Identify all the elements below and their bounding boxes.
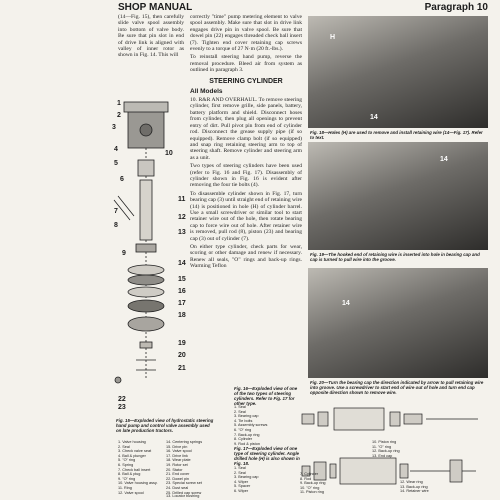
callout-18: 18 [178, 312, 186, 319]
legend-item: 21. End cover [166, 472, 190, 477]
callout-2: 2 [117, 112, 121, 119]
legend-item: 12. Valve spool [118, 490, 144, 495]
legend-item: 13. End cap [372, 453, 393, 458]
col2-p3: 10. R&R AND OVERHAUL. To remove steering cylinder, first remove grille, side panels, battery, battery platform and shield. Disconnect hoses from cylinder, then plug all openings to prevent entry of dirt. Pull pivot pin from end of cylinder rod. Disconnect the grease supply pipe (if so equipped). Remove clamp bolt (if so equipped) and snap ring retaining steering arm to top of steering shaft. Remove cylinder and steering arm as a unit. [190, 97, 302, 161]
legend-item: 18. Wear plate [166, 458, 191, 463]
legend-item: 4. Tie bolts [234, 418, 253, 423]
callout-9: 9 [122, 250, 126, 257]
legend-item: 6. "O" ring [234, 427, 252, 432]
callout-13: 13 [178, 229, 186, 236]
legend-item: 14. Retainer wire [400, 489, 429, 494]
fig16-drawing [300, 398, 480, 438]
legend-item: 2. Seal [234, 409, 246, 414]
fig20-label-14: 14 [342, 300, 350, 307]
col2-p4: Two types of steering cylinders have been used (refer to Fig. 16 and Fig. 17). Disassembly of cylinder shown in Fig. 16 is evident after removing the four tie bolts (4). [190, 163, 302, 189]
callout-7: 7 [114, 208, 118, 215]
col2-p6: On either type cylinder, check parts for wear, scoring or other damage and renew if necessary. Renew all seals, "O" rings and back-up rings. Warming Teflon [190, 244, 302, 270]
legend-item: 7. Check ball insert [118, 467, 151, 472]
callout-14: 14 [178, 260, 186, 267]
header-left: SHOP MANUAL [118, 2, 193, 13]
legend-item: 2. Seal [118, 444, 130, 449]
intro-paragraph: (14—Fig. 15), then carefully slide valve spool assembly into bottom of valve body. Be sure that pin slot in end of drive link is aligned with valley of inner rotor as shown in Fig. 14. This will [118, 14, 184, 59]
legend-item: 1. Valve housing [118, 440, 146, 444]
callout-17: 17 [178, 300, 186, 307]
fig16-legend [234, 405, 267, 446]
legend-item: 7. Back-up ring [234, 432, 260, 437]
legend-item: 11. "O" ring [372, 444, 392, 449]
legend-item: 12. Back-up ring [372, 449, 400, 454]
column-1-intro [118, 14, 184, 61]
fig15-legend-left-tail [166, 494, 199, 499]
fig17-legend-right [400, 480, 429, 494]
callout-16: 16 [178, 288, 186, 295]
legend-item: 4. Wiper [234, 479, 249, 484]
legend-item: 9. "O" ring [118, 476, 136, 481]
fig17-drawing [300, 446, 480, 496]
callout-19: 19 [178, 340, 186, 347]
legend-item: 4. Ball & plunger [118, 453, 146, 458]
fig15-legend-left [118, 440, 158, 495]
col2-p5: To disassemble cylinder shown in Fig. 17, turn bearing cap (3) until straight end of retaining wire (14) is positioned in hole (H) of cylinder barrel. Use a small screwdriver or similar tool to start retainer wire out of the hole, then rotate bearing cap to force wire out of hole. After retainer wire is removed, pull rod (8), piston (23) and bearing cap (3) out of cylinder (7). [190, 190, 302, 242]
legend-item: 19. Rotor set [166, 462, 188, 467]
legend-item: 6. Wiper [234, 488, 249, 493]
legend-item: 8. Cylinder [234, 437, 253, 442]
fig19-label-14: 14 [440, 156, 448, 163]
legend-item: 10. "O" ring [300, 485, 320, 490]
legend-item: 6. Spring [118, 462, 134, 467]
callout-12: 12 [178, 214, 186, 221]
callout-1: 1 [117, 100, 121, 107]
legend-item: 13. Back-up ring [400, 484, 428, 489]
col2-p2: To reinstall steering hand pump, reverse the removal procedure. Bleed air from system as outlined in paragraph 3. [190, 54, 302, 74]
legend-item: 7. Cylinder [300, 472, 319, 476]
legend-item: 25. Drilled cap screw [166, 490, 202, 495]
fig19-photo [308, 142, 488, 250]
callout-20: 20 [178, 352, 186, 359]
legend-item: 5. Spacer [234, 484, 251, 489]
legend-item: 1. Seal [234, 466, 246, 470]
legend-item: 3. Bearing cap [234, 414, 259, 419]
callout-10: 10 [165, 150, 173, 157]
legend-item: 13. Locator bushing [166, 494, 200, 498]
fig20-photo [308, 268, 488, 378]
callout-11: 11 [178, 196, 186, 203]
callout-22: 22 [118, 396, 126, 403]
legend-item: 9. Back-up ring [300, 481, 326, 486]
fig18-label-h: H [330, 34, 336, 41]
legend-item: 24. Dust seal [166, 485, 189, 490]
header-right: Paragraph 10 [424, 2, 488, 13]
legend-item: 17. Drive link [166, 453, 188, 458]
fig17-caption: Fig. 17—Exploded view of one type of steering cylinder. Angle drilled hole (H) is also shown in Fig. 18. [234, 446, 300, 466]
fig18-photo [308, 16, 488, 128]
legend-item: 10. Valve housing assy. [118, 481, 158, 486]
legend-item: 8. Rod [300, 476, 312, 481]
callout-21: 21 [178, 365, 186, 372]
fig17-legend-mid [300, 472, 326, 495]
fig19-caption: Fig. 19—The hooked end of retaining wire is inserted into hole in bearing cap and cap is turned to pull wire into the groove. [310, 252, 480, 262]
column-2 [190, 14, 302, 272]
legend-item: 20. Stator [166, 467, 183, 472]
legend-item: 11. Piston ring [300, 490, 324, 495]
section-subhead: All Models [190, 87, 223, 95]
legend-item: 1. Seal [234, 405, 246, 409]
fig17-legend [234, 466, 259, 494]
callout-3: 3 [112, 124, 116, 131]
fig20-caption: Fig. 20—Turn the bearing cap the direction indicated by arrow to pull retaining wire into groove. Use a screwdriver to start end of wire out of hole and turn end cap opposite direction shown to remove wire. [310, 380, 484, 395]
fig16-caption: Fig. 16—Exploded view of one of the two types of steering cylinders. Refer to Fig. 17 for other type. [234, 386, 298, 406]
section-heading: STEERING CYLINDER [209, 77, 283, 85]
legend-item: 15. Drive pin [166, 444, 188, 449]
legend-item: 12. Wear ring [400, 480, 423, 484]
legend-item: 5. "O" ring [118, 458, 136, 463]
legend-item: 14. Centering springs [166, 440, 203, 444]
legend-item: 9. Rod & piston [234, 441, 260, 446]
legend-item: 2. Seal [234, 470, 246, 475]
fig18-label-14: 14 [370, 114, 378, 121]
fig18-caption: Fig. 18—Holes (H) are used to remove and install retaining wire (14—Fig. 17). Refer to text. [310, 130, 483, 140]
legend-item: 22. Dowel pin [166, 476, 190, 481]
legend-item: 10. Piston ring [372, 440, 397, 444]
fig15-legend-right [166, 440, 202, 495]
callout-15: 15 [178, 276, 186, 283]
callout-6: 6 [120, 176, 124, 183]
callout-5: 5 [114, 160, 118, 167]
fig15-caption: Fig. 15—Exploded view of hydrostatic steering hand pump and control valve assembly used on late production tractors. [116, 418, 214, 433]
callout-8: 8 [114, 222, 118, 229]
callout-4: 4 [114, 146, 118, 153]
legend-item: 3. Bearing cap [234, 475, 259, 480]
legend-item: 8. Ball & plug [118, 472, 141, 477]
legend-item: 23. Special screw set [166, 481, 202, 486]
legend-item: 3. Check valve seat [118, 449, 152, 454]
legend-item: 11. Ring [118, 485, 132, 490]
col2-p1: correctly "time" pump metering element to valve spool assembly. Make sure that slot in drive link engages drive pin in valve spool. Be sure that dowel pin (22) engages threaded check ball insert (7). Tighten end cover retaining cap screws evenly to a torque of 27 N·m (20 ft.-lbs.). [190, 14, 302, 53]
callout-23: 23 [118, 404, 126, 411]
legend-item: 5. Assembly screws [234, 423, 268, 428]
legend-item: 16. Valve spool [166, 449, 192, 454]
